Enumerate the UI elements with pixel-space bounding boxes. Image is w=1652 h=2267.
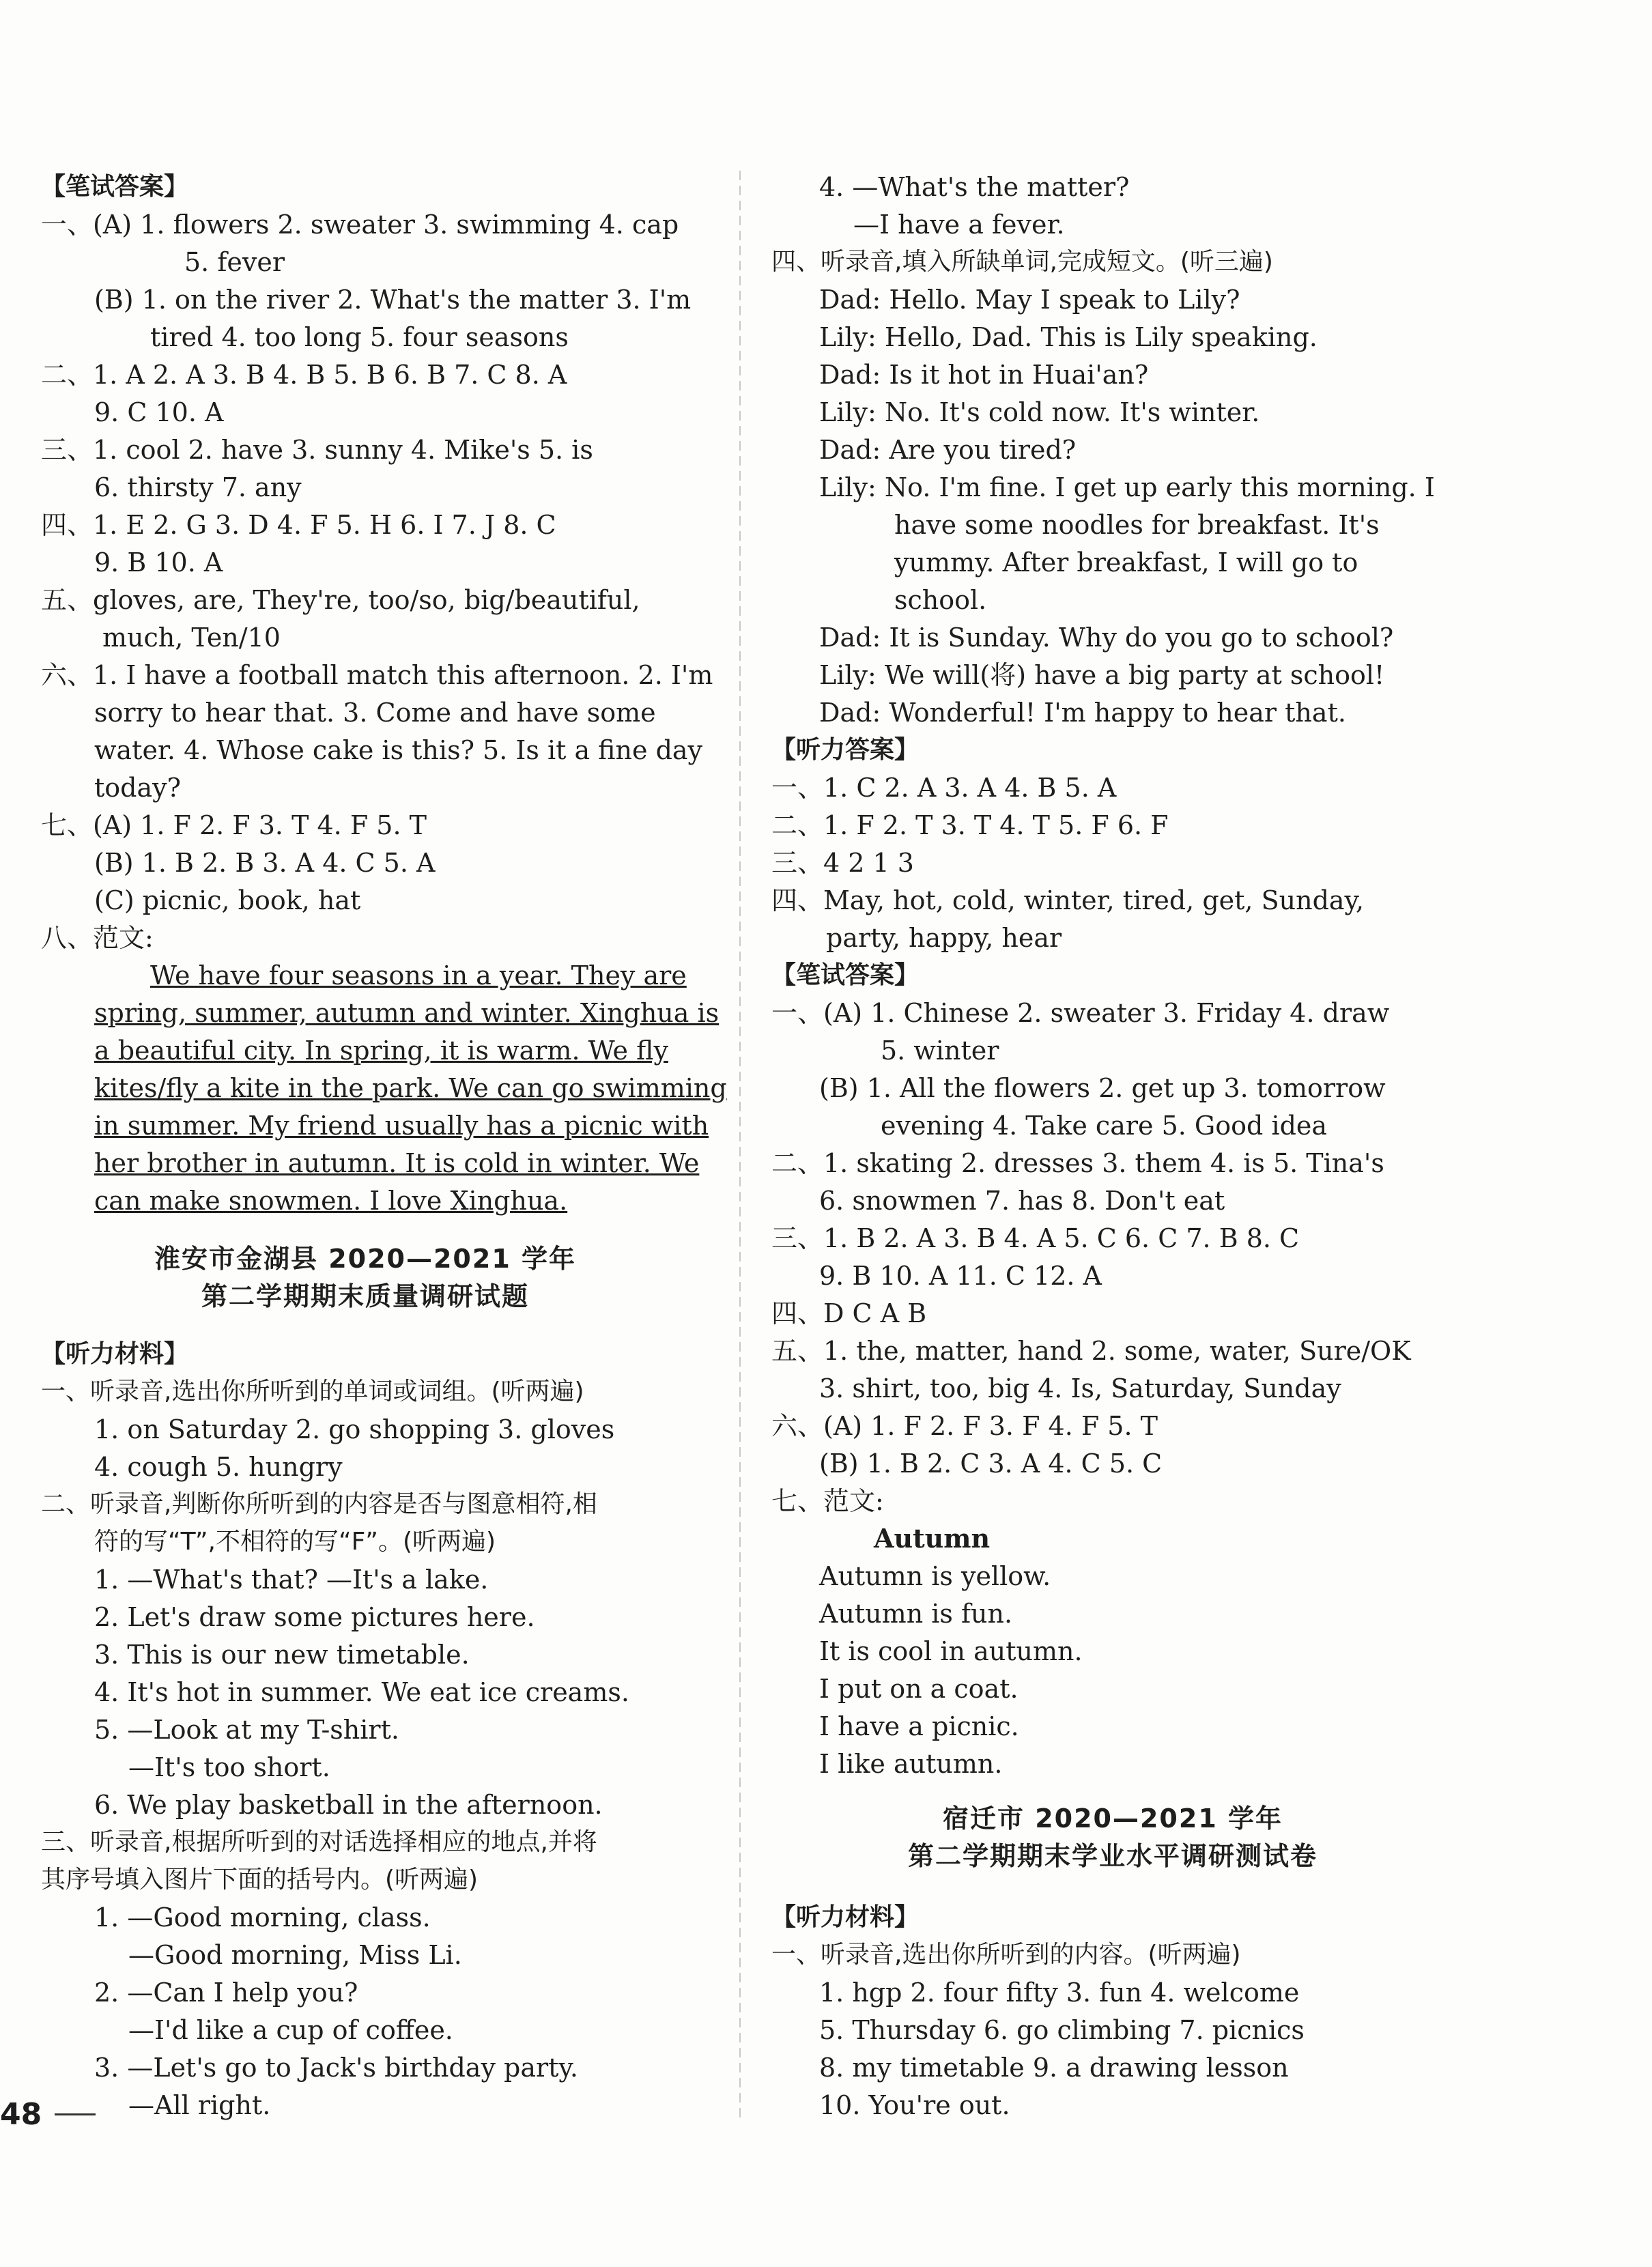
right-line: Autumn is fun. <box>819 1599 1013 1629</box>
left-line: 【听力材料】 <box>41 1340 189 1368</box>
left-line: 八、范文: <box>41 923 154 953</box>
right-line: Dad: It is Sunday. Why do you go to school? <box>819 623 1394 653</box>
left-line: much, Ten/10 <box>102 623 281 653</box>
left-line: —I'd like a cup of coffee. <box>128 2015 453 2045</box>
right-line: 10. You're out. <box>819 2090 1010 2120</box>
left-line: 一、(A) 1. flowers 2. sweater 3. swimming 4. cap <box>41 210 679 240</box>
right-line: Dad: Hello. May I speak to Lily? <box>819 285 1240 315</box>
right-line: I put on a coat. <box>819 1674 1019 1704</box>
left-line: 1. on Saturday 2. go shopping 3. gloves <box>94 1414 615 1444</box>
right-line: 【听力答案】 <box>771 736 920 764</box>
left-line: today? <box>94 773 181 803</box>
left-line: in summer. My friend usually has a picnic with <box>94 1111 709 1141</box>
right-line: 一、听录音,选出你所听到的内容。(听两遍) <box>771 1941 1241 1969</box>
left-line: —Good morning, Miss Li. <box>128 1940 462 1970</box>
right-line: Lily: No. It's cold now. It's winter. <box>819 397 1260 427</box>
left-line: (B) 1. B 2. B 3. A 4. C 5. A <box>94 848 436 878</box>
right-line: Dad: Wonderful! I'm happy to hear that. <box>819 698 1346 728</box>
left-line: 3. This is our new timetable. <box>94 1640 470 1670</box>
right-line: evening 4. Take care 5. Good idea <box>881 1111 1328 1141</box>
left-line: 1. —What's that? —It's a lake. <box>94 1565 489 1595</box>
left-line: 3. —Let's go to Jack's birthday party. <box>94 2053 578 2083</box>
right-line: have some noodles for breakfast. It's <box>894 510 1380 540</box>
right-line: (B) 1. All the flowers 2. get up 3. tomorrow <box>819 1073 1386 1103</box>
left-line: We have four seasons in a year. They are <box>150 960 687 990</box>
left-line: 6. thirsty 7. any <box>94 472 302 502</box>
left-line: 五、gloves, are, They're, too/so, big/beautiful, <box>41 585 640 615</box>
right-line: Lily: We will(将) have a big party at school! <box>819 660 1385 690</box>
left-line: 三、听录音,根据所听到的对话选择相应的地点,并将 <box>41 1828 597 1856</box>
left-line: 三、1. cool 2. have 3. sunny 4. Mike's 5. is <box>41 435 593 465</box>
left-line: can make snowmen. I love Xinghua. <box>94 1186 568 1216</box>
right-line: 三、4 2 1 3 <box>771 848 914 878</box>
right-line: 9. B 10. A 11. C 12. A <box>819 1261 1102 1291</box>
left-line: 5. fever <box>184 247 285 277</box>
right-line: 七、范文: <box>771 1486 884 1516</box>
left-line: 9. B 10. A <box>94 547 223 578</box>
left-line: sorry to hear that. 3. Come and have some <box>94 698 656 728</box>
right-line: Dad: Is it hot in Huai'an? <box>819 360 1149 390</box>
left-line: 一、听录音,选出你所听到的单词或词组。(听两遍) <box>41 1378 584 1406</box>
left-line: 二、1. A 2. A 3. B 4. B 5. B 6. B 7. C 8. A <box>41 360 567 390</box>
left-line: her brother in autumn. It is cold in winter. We <box>94 1148 700 1178</box>
right-line: Dad: Are you tired? <box>819 435 1077 465</box>
page-number: 48 <box>0 2097 42 2132</box>
right-line: 六、(A) 1. F 2. F 3. F 4. F 5. T <box>771 1411 1158 1441</box>
right-line: —I have a fever. <box>853 210 1065 240</box>
left-line: 6. We play basketball in the afternoon. <box>94 1790 603 1820</box>
left-line: 其序号填入图片下面的括号内。(听两遍) <box>41 1866 479 1894</box>
right-line: Autumn is yellow. <box>819 1561 1051 1591</box>
right-line: 四、May, hot, cold, winter, tired, get, Sunday, <box>771 885 1365 915</box>
right-line: (B) 1. B 2. C 3. A 4. C 5. C <box>819 1449 1163 1479</box>
left-line: 2. Let's draw some pictures here. <box>94 1602 535 1632</box>
right-line: 一、1. C 2. A 3. A 4. B 5. A <box>771 773 1117 803</box>
page-number-dash <box>55 2113 96 2115</box>
column-divider <box>739 171 741 2123</box>
right-line: 5. Thursday 6. go climbing 7. picnics <box>819 2015 1305 2045</box>
right-line: 四、听录音,填入所缺单词,完成短文。(听三遍) <box>771 248 1273 276</box>
right-line: 四、D C A B <box>771 1298 927 1328</box>
right-line: 【笔试答案】 <box>771 961 920 989</box>
left-line: a beautiful city. In spring, it is warm. We fly <box>94 1036 668 1066</box>
left-line: 2. —Can I help you? <box>94 1978 358 2008</box>
left-line: 4. cough 5. hungry <box>94 1452 343 1482</box>
right-line: 6. snowmen 7. has 8. Don't eat <box>819 1186 1225 1216</box>
right-line: 三、1. B 2. A 3. B 4. A 5. C 6. C 7. B 8. C <box>771 1223 1300 1253</box>
left-line: 七、(A) 1. F 2. F 3. T 4. F 5. T <box>41 810 427 840</box>
right-line: 5. winter <box>881 1036 999 1066</box>
left-line: (C) picnic, book, hat <box>94 885 361 915</box>
right-line: 一、(A) 1. Chinese 2. sweater 3. Friday 4. draw <box>771 998 1390 1028</box>
left-line: 六、1. I have a football match this afternoon. 2. I'm <box>41 660 713 690</box>
left-line: 第二学期期末质量调研试题 <box>201 1281 529 1311</box>
left-line: 二、听录音,判断你所听到的内容是否与图意相符,相 <box>41 1490 597 1518</box>
left-line: 5. —Look at my T-shirt. <box>94 1715 399 1745</box>
right-line: 宿迁市 2020—2021 学年 <box>943 1803 1283 1834</box>
left-line: 1. —Good morning, class. <box>94 1902 431 1933</box>
right-line: 五、1. the, matter, hand 2. some, water, Sure/OK <box>771 1336 1411 1366</box>
left-line: 4. It's hot in summer. We eat ice creams. <box>94 1677 629 1707</box>
right-line: I like autumn. <box>819 1749 1003 1779</box>
left-line: —All right. <box>128 2090 271 2120</box>
left-line: 9. C 10. A <box>94 397 224 427</box>
left-line: —It's too short. <box>128 1752 330 1782</box>
right-line: I have a picnic. <box>819 1711 1019 1741</box>
left-line: 淮安市金湖县 2020—2021 学年 <box>154 1244 576 1274</box>
left-line: (B) 1. on the river 2. What's the matter 3. I'm <box>94 285 692 315</box>
left-line: water. 4. Whose cake is this? 5. Is it a fine day <box>94 735 703 765</box>
left-line: 符的写“T”,不相符的写“F”。(听两遍) <box>94 1528 496 1556</box>
right-line: Autumn <box>874 1523 991 1554</box>
right-line: party, happy, hear <box>826 923 1062 953</box>
right-line: Lily: Hello, Dad. This is Lily speaking. <box>819 322 1318 352</box>
right-line: 3. shirt, too, big 4. Is, Saturday, Sunday <box>819 1373 1341 1403</box>
right-line: 1. hgp 2. four fifty 3. fun 4. welcome <box>819 1978 1300 2008</box>
right-line: school. <box>894 585 987 615</box>
left-line: 四、1. E 2. G 3. D 4. F 5. H 6. I 7. J 8. C <box>41 510 556 540</box>
right-line: 二、1. F 2. T 3. T 4. T 5. F 6. F <box>771 810 1169 840</box>
right-line: 第二学期期末学业水平调研测试卷 <box>907 1841 1318 1871</box>
right-line: 8. my timetable 9. a drawing lesson <box>819 2053 1289 2083</box>
right-line: 4. —What's the matter? <box>819 172 1130 202</box>
right-line: It is cool in autumn. <box>819 1636 1083 1666</box>
left-line: tired 4. too long 5. four seasons <box>150 322 569 352</box>
left-line: 【笔试答案】 <box>41 173 189 201</box>
left-line: kites/fly a kite in the park. We can go swimming <box>94 1073 727 1103</box>
right-line: 二、1. skating 2. dresses 3. them 4. is 5. Tina's <box>771 1148 1384 1178</box>
right-line: Lily: No. I'm fine. I get up early this morning. I <box>819 472 1435 502</box>
right-line: yummy. After breakfast, I will go to <box>894 547 1358 578</box>
right-line: 【听力材料】 <box>771 1903 920 1931</box>
left-line: spring, summer, autumn and winter. Xinghua is <box>94 998 720 1028</box>
